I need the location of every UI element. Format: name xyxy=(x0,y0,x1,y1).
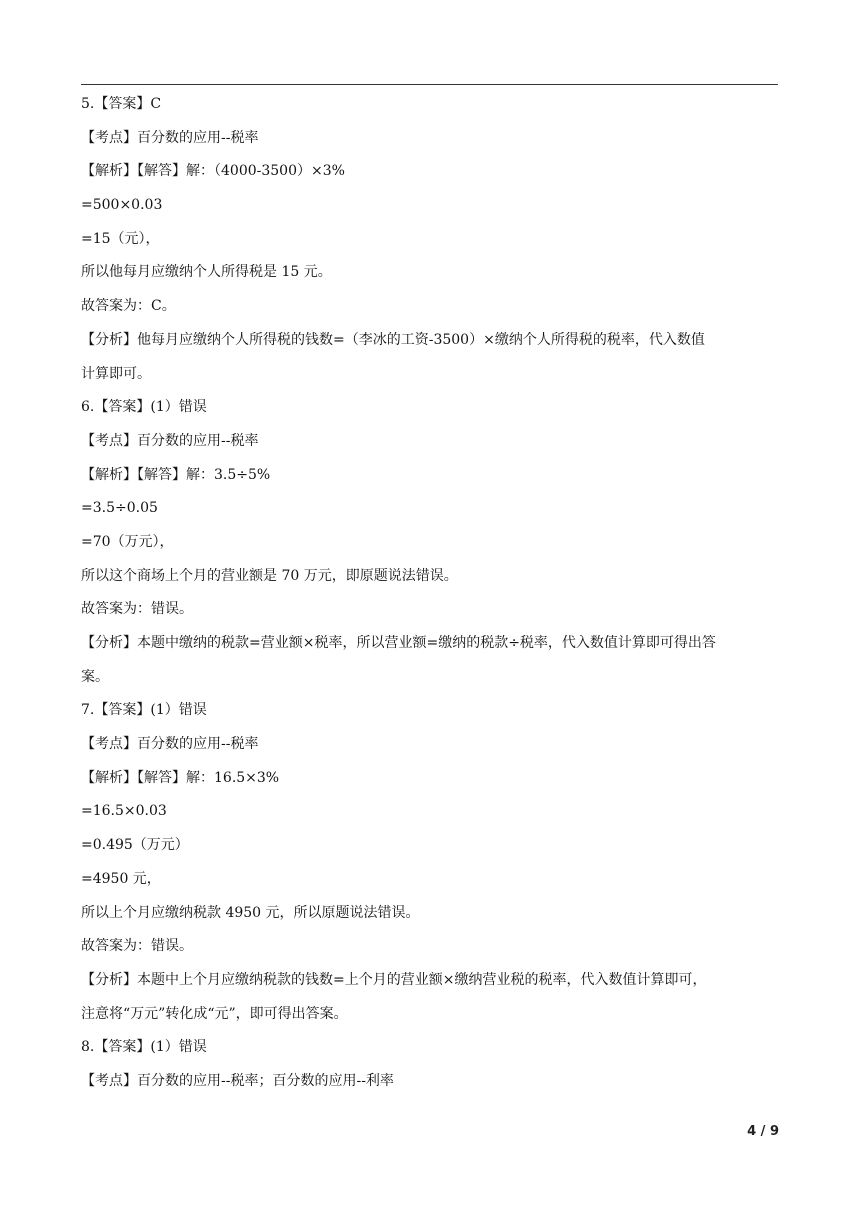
q7-answer: 7.【答案】(1）错误 xyxy=(81,702,207,719)
q7-solution: 【解析】【解答】解：16.5×3% xyxy=(81,769,280,786)
q5-answer: 5.【答案】C xyxy=(81,96,162,112)
q5-analysis: 【分析】他每月应缴纳个人所得税的钱数=（李冰的工资-3500）×缴纳个人所得税的税率，代入数值 xyxy=(81,331,705,348)
q5-topic: 【考点】百分数的应用--税率 xyxy=(81,129,259,146)
q7-step: =4950 元， xyxy=(81,870,161,887)
q6-conclusion: 所以这个商场上个月的营业额是 70 万元，即原题说法错误。 xyxy=(81,567,458,584)
q5-final: 故答案为：C。 xyxy=(81,298,176,315)
q7-final: 故答案为：错误。 xyxy=(81,938,193,955)
q5-step: =500×0.03 xyxy=(81,197,163,214)
q6-analysis: 【分析】本题中缴纳的税款=营业额×税率，所以营业额=缴纳的税款÷税率，代入数值计算即可得出答 xyxy=(81,635,716,651)
q6-step: =70（万元）， xyxy=(81,533,174,550)
q6-answer: 6.【答案】(1）错误 xyxy=(81,399,207,416)
q5-analysis-cont: 计算即可。 xyxy=(81,365,151,382)
q5-conclusion: 所以他每月应缴纳个人所得税是 15 元。 xyxy=(81,264,332,281)
q5-solution: 【解析】【解答】解：（4000-3500）×3% xyxy=(81,163,345,180)
q5-step: =15（元）， xyxy=(81,230,160,247)
q6-final: 故答案为：错误。 xyxy=(81,601,193,618)
q6-topic: 【考点】百分数的应用--税率 xyxy=(81,432,259,449)
q8-topic: 【考点】百分数的应用--税率；百分数的应用--利率 xyxy=(81,1072,394,1089)
q6-analysis-cont: 案。 xyxy=(81,668,109,685)
q7-topic: 【考点】百分数的应用--税率 xyxy=(81,736,259,753)
q7-step: =0.495（万元） xyxy=(81,837,189,854)
q6-step: =3.5÷0.05 xyxy=(81,500,158,517)
q8-answer: 8.【答案】(1）错误 xyxy=(81,1039,207,1056)
document-body xyxy=(81,88,778,1099)
q7-analysis: 【分析】本题中上个月应缴纳税款的钱数=上个月的营业额×缴纳营业税的税率，代入数值计算即可， xyxy=(81,971,707,988)
q7-step: =16.5×0.03 xyxy=(81,803,167,820)
q7-analysis-cont: 注意将“万元”转化成“元”，即可得出答案。 xyxy=(81,1005,348,1022)
q6-solution: 【解析】【解答】解：3.5÷5% xyxy=(81,466,271,483)
q7-conclusion: 所以上个月应缴纳税款 4950 元，所以原题说法错误。 xyxy=(81,904,420,921)
page-number: 4 / 9 xyxy=(747,1124,779,1139)
header-rule xyxy=(81,84,778,85)
